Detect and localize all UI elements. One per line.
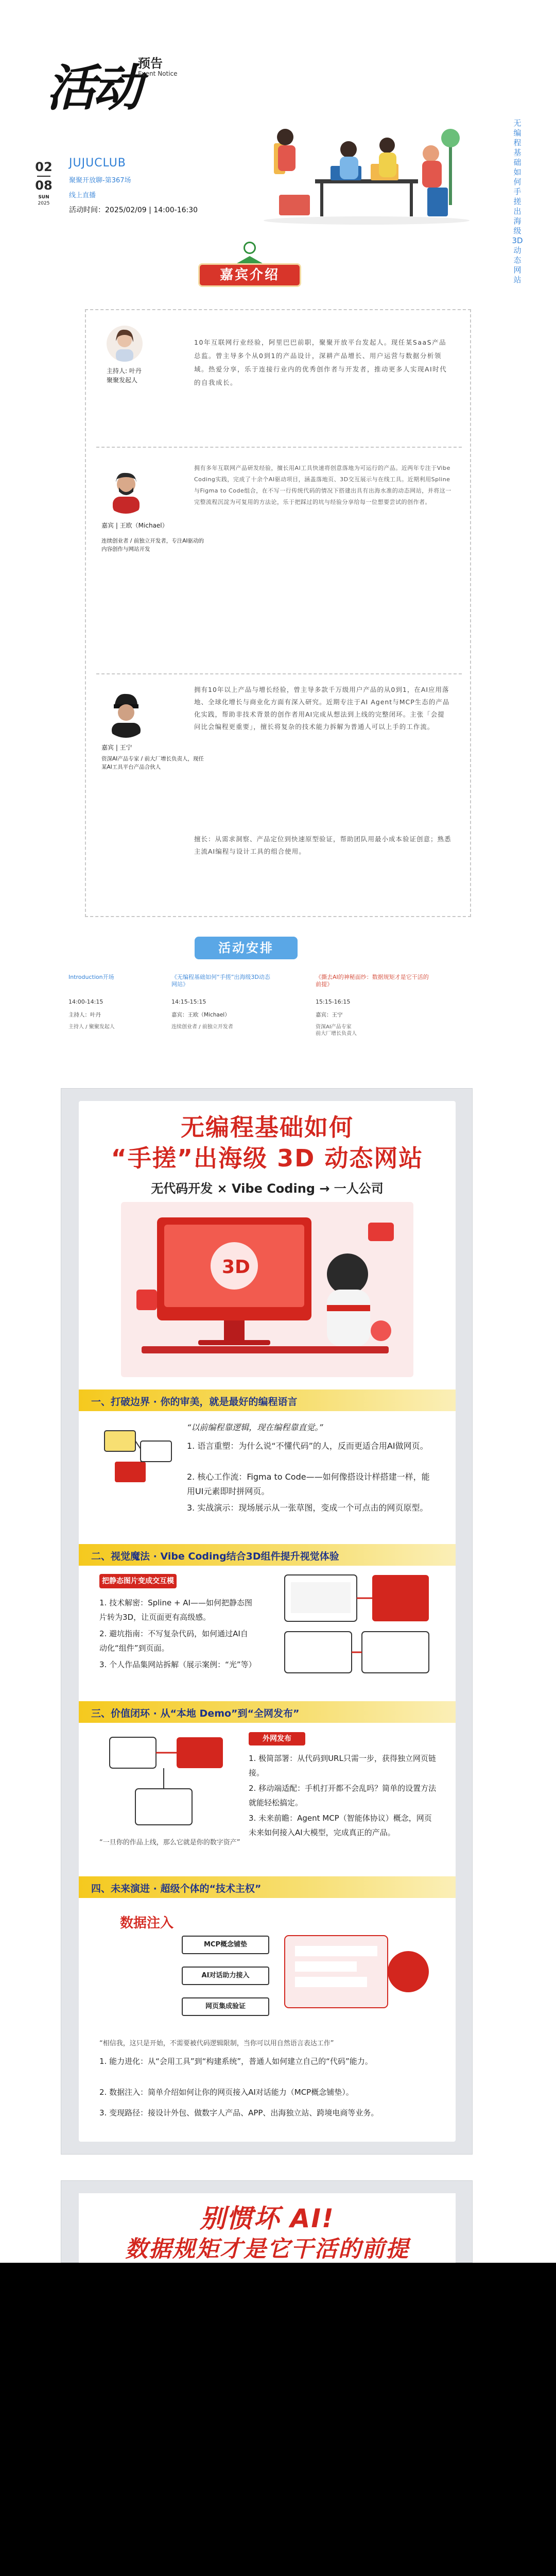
ai-data-illustration <box>274 1925 439 2028</box>
poster1-title-line1: 无编程基础如何 <box>181 1113 354 1141</box>
poster1-title-line2: “手搓”出海级 3D 动态网站 <box>111 1144 424 1172</box>
poster1-s1-bullet: 3. 实战演示：现场展示从一张草图，变成一个可点击的网页原型。 <box>187 1503 428 1513</box>
coder-3d-illustration <box>121 1202 413 1377</box>
poster1-s4-item: AI对话助力接入 <box>182 1967 269 1985</box>
guests-section-title: 嘉宾介绍 <box>198 263 301 287</box>
poster1-section-3-header <box>79 1701 456 1723</box>
event-topic: 聚聚开放聊-第367场 <box>69 177 131 184</box>
agenda-item-time: 14:00-14:15 <box>68 998 103 1005</box>
poster1-s3-badge: 外网发布 <box>249 1732 305 1745</box>
programming-concept-icon <box>99 1426 177 1487</box>
agenda-item-talk2 <box>316 974 429 1037</box>
date-month: 02 <box>35 160 53 174</box>
guests-section-badge <box>198 256 301 287</box>
agenda-item-speaker: 主持人：叶丹 <box>68 1012 101 1018</box>
guest-michael <box>86 454 472 671</box>
talk2-poster <box>61 2180 473 2263</box>
agenda-item-role: 资深AI产品专家 前大厂增长负责人 <box>316 1024 357 1037</box>
agenda-item-time: 15:15-16:15 <box>316 998 351 1005</box>
talk1-poster <box>61 1088 473 2155</box>
date-day: 08 <box>35 178 53 193</box>
poster1-s1-bullet: 1. 语言重塑：为什么说“不懂代码”的人，反而更适合用AI做网页。 <box>187 1441 428 1451</box>
guest-host <box>86 310 472 444</box>
vibe-coding-flow-diagram <box>274 1570 439 1683</box>
poster1-s4-item: MCP概念铺垫 <box>182 1936 269 1954</box>
vertical-event-title: 无编程基础如何手搓出海级3D动态网站 <box>512 118 523 284</box>
michael-avatar <box>101 465 150 514</box>
wangning-name: 嘉宾 | 王宁 <box>101 744 132 751</box>
event-date <box>35 160 53 206</box>
poster1-s4-bullet: 3. 变现路径：接设计外包、做数字人产品、APP、出海独立站、跨境电商等业务。 <box>99 2108 379 2117</box>
guest-separator <box>96 673 462 674</box>
host-bio: 10年互联网行业经验，阿里巴巴前职，聚聚开放平台发起人。现任某SaaS产品总监。曾主导多个从0到1的产品设计，深耕产品增长、用户运营与数据分析领域。热爱分享，乐于连接行业内的优秀创作者与开发者，推动更多人实现AI时代的自我成长。 <box>194 338 447 386</box>
date-year: 2025 <box>38 201 50 206</box>
logo-main-text: 活动 <box>46 59 139 117</box>
agenda-item-speaker: 嘉宾：王欧（Michael） <box>171 1012 230 1018</box>
poster1-s4-bullet: 2. 数据注入：简单介绍如何让你的网页接入AI对话能力（MCP概念铺垫）。 <box>99 2088 354 2097</box>
agenda-item-title: Introduction开场 <box>68 974 114 980</box>
unrendered-area <box>0 2263 556 2576</box>
agenda-item-talk1 <box>171 974 274 1030</box>
agenda-item-role: 主持人 / 聚聚发起人 <box>68 1024 115 1030</box>
poster1-section-2-title: 二、视觉魔法 · Vibe Coding结合3D组件提升视觉体验 <box>91 1551 339 1562</box>
poster2-title-line1: 别惯坏 AI! <box>200 2204 335 2233</box>
agenda-section-badge <box>195 934 298 962</box>
agenda-section-title: 活动安排 <box>195 937 298 959</box>
poster1-s4-note: “相信我，这只是开始，不需要被代码逻辑限制，当你可以用自然语言表达工作” <box>99 2040 334 2047</box>
logo-en-text: Event Notice <box>138 70 178 77</box>
poster1-s1-quote: “以前编程靠逻辑，现在编程靠直觉。” <box>187 1422 323 1432</box>
logo-side-text: 预告 <box>138 56 163 71</box>
poster1-s4-item: 网页集成验证 <box>182 1997 269 2016</box>
michael-role: 连续创业者 / 前独立开发者，专注AI驱动的内容创作与网站开发 <box>101 538 204 552</box>
poster1-s2-label: 把静态图片变成交互模型 <box>99 1574 177 1588</box>
michael-bio: 拥有多年互联网产品研发经验，擅长用AI工具快速将创意落地为可运行的产品。近两年专注于Vibe Coding实践，完成了十余个AI驱动项目，涵盖落地页、3D交互展示与在线工具。近期利用Spline与Figma to Code组合，在不写一行传统代码的情况下搭建出具有出海水准的动态网站，并将这一完整流程沉淀为可复用的方法论，乐于把踩过的坑与经验分享给每一位想要尝试的创作者。 <box>194 465 451 505</box>
deployment-flow-diagram <box>99 1732 228 1835</box>
agenda-item-role: 连续创业者 / 前独立开发者 <box>171 1024 233 1030</box>
poster1-s2-bullet: 3. 个人作品集网站拆解（展示案例：“光”等） <box>99 1660 256 1669</box>
talk2-poster-body <box>79 2193 456 2265</box>
poster1-s4-label: 数据注入 <box>120 1916 174 1931</box>
host-name: 主持人: 叶丹 <box>107 367 142 375</box>
host-role: 聚聚发起人 <box>107 377 138 384</box>
poster1-s2-bullet: 1. 技术解密：Spline + AI——如何把静态图片转为3D，让页面更有高级感。 <box>99 1598 252 1622</box>
guest-wangning <box>86 679 472 916</box>
poster1-subtitle: 无代码开发 × Vibe Coding → 一人公司 <box>151 1181 384 1196</box>
agenda-item-title: 《撕去AI的神秘面纱：数据规矩才是它干活的前提》 <box>316 974 429 988</box>
poster1-s3-bullet: 2. 移动端适配：手机打开都不会乱吗？简单的设置方法就能轻松搞定。 <box>249 1784 437 1807</box>
badge-ring <box>244 242 256 254</box>
guest-separator <box>96 447 462 448</box>
date-weekday: SUN <box>38 195 49 200</box>
svg-text:3D: 3D <box>222 1257 250 1278</box>
host-avatar <box>107 326 143 362</box>
poster1-section-4-title: 四、未来演进 · 超级个体的“技术主权” <box>91 1883 262 1894</box>
poster1-s2-bullet: 2. 避坑指南：不写复杂代码，如何通过AI自动化“组件”到页面。 <box>99 1629 248 1653</box>
agenda-item-time: 14:15-15:15 <box>171 998 206 1005</box>
event-time-value: 2025/02/09 | 14:00-16:30 <box>105 206 198 214</box>
agenda-table <box>68 974 488 1056</box>
agenda-item-title: 《无编程基础如何“手搓”出海级3D动态网站》 <box>171 974 270 988</box>
michael-name: 嘉宾 | 王欧（Michael） <box>101 522 168 529</box>
guests-card <box>85 309 471 917</box>
meeting-illustration <box>253 123 475 226</box>
agenda-item-speaker: 嘉宾：王宁 <box>316 1012 343 1018</box>
wangning-bio: 拥有10年以上产品与增长经验，曾主导多款千万级用户产品的从0到1，在AI应用落地、全球化增长与商业化方面有深入研究。近期专注于AI Agent与MCP生态的产品化实践，帮助非技术背景的创作者用AI完成从想法到上线的完整闭环。主张「会提问比会编程更重要」，擅长将复杂的技术能力拆解为普通人可以上手的工作流。 <box>194 686 450 731</box>
poster1-s1-bullet: 2. 核心工作流：Figma to Code——如何像搭设计样搭建一样，能用UI元素即时拼网页。 <box>187 1472 430 1496</box>
event-org: JUJUCLUB <box>69 157 126 170</box>
poster1-section-1-header <box>79 1389 456 1411</box>
wangning-avatar <box>101 689 150 738</box>
date-divider <box>37 176 50 177</box>
event-time-label: 活动时间： <box>69 206 105 214</box>
wangning-highlight: 擅长：从需求洞察、产品定位到快速原型验证，帮助团队用最小成本验证创意；熟悉主流AI编程与设计工具的组合使用。 <box>194 835 451 855</box>
poster1-section-3-title: 三、价值闭环 · 从“本地 Demo”到“全网发布” <box>91 1708 300 1719</box>
event-mode: 线上直播 <box>69 192 96 199</box>
poster1-s3-bullet: 3. 未来前瞻：Agent MCP（智能体协议）概念，网页未来如何接入AI大模型，完成真正的产品。 <box>249 1814 432 1837</box>
poster1-section-4-header <box>79 1876 456 1898</box>
event-time <box>69 205 254 215</box>
event-logo <box>46 49 180 117</box>
poster1-s3-note: “一旦你的作品上线，那么它就是你的数字资产” <box>99 1839 240 1846</box>
poster1-section-2-header <box>79 1544 456 1566</box>
poster1-s3-bullet: 1. 极简部署：从代码到URL只需一步，获得独立网页链接。 <box>249 1754 436 1777</box>
event-meta <box>69 157 254 215</box>
poster1-section-1-title: 一、打破边界 · 你的审美，就是最好的编程语言 <box>91 1396 298 1408</box>
wangning-role: 资深AI产品专家 / 前大厂增长负责人，现任某AI工具平台产品合伙人 <box>101 756 204 770</box>
talk1-poster-body <box>79 1101 456 2142</box>
agenda-item-intro <box>68 974 171 1030</box>
poster2-title-line2: 数据规矩才是它干活的前提 <box>125 2236 409 2262</box>
poster1-s4-bullet: 1. 能力进化：从“会用工具”到“构建系统”，普通人如何建立自己的“代码”能力。 <box>99 2057 373 2066</box>
